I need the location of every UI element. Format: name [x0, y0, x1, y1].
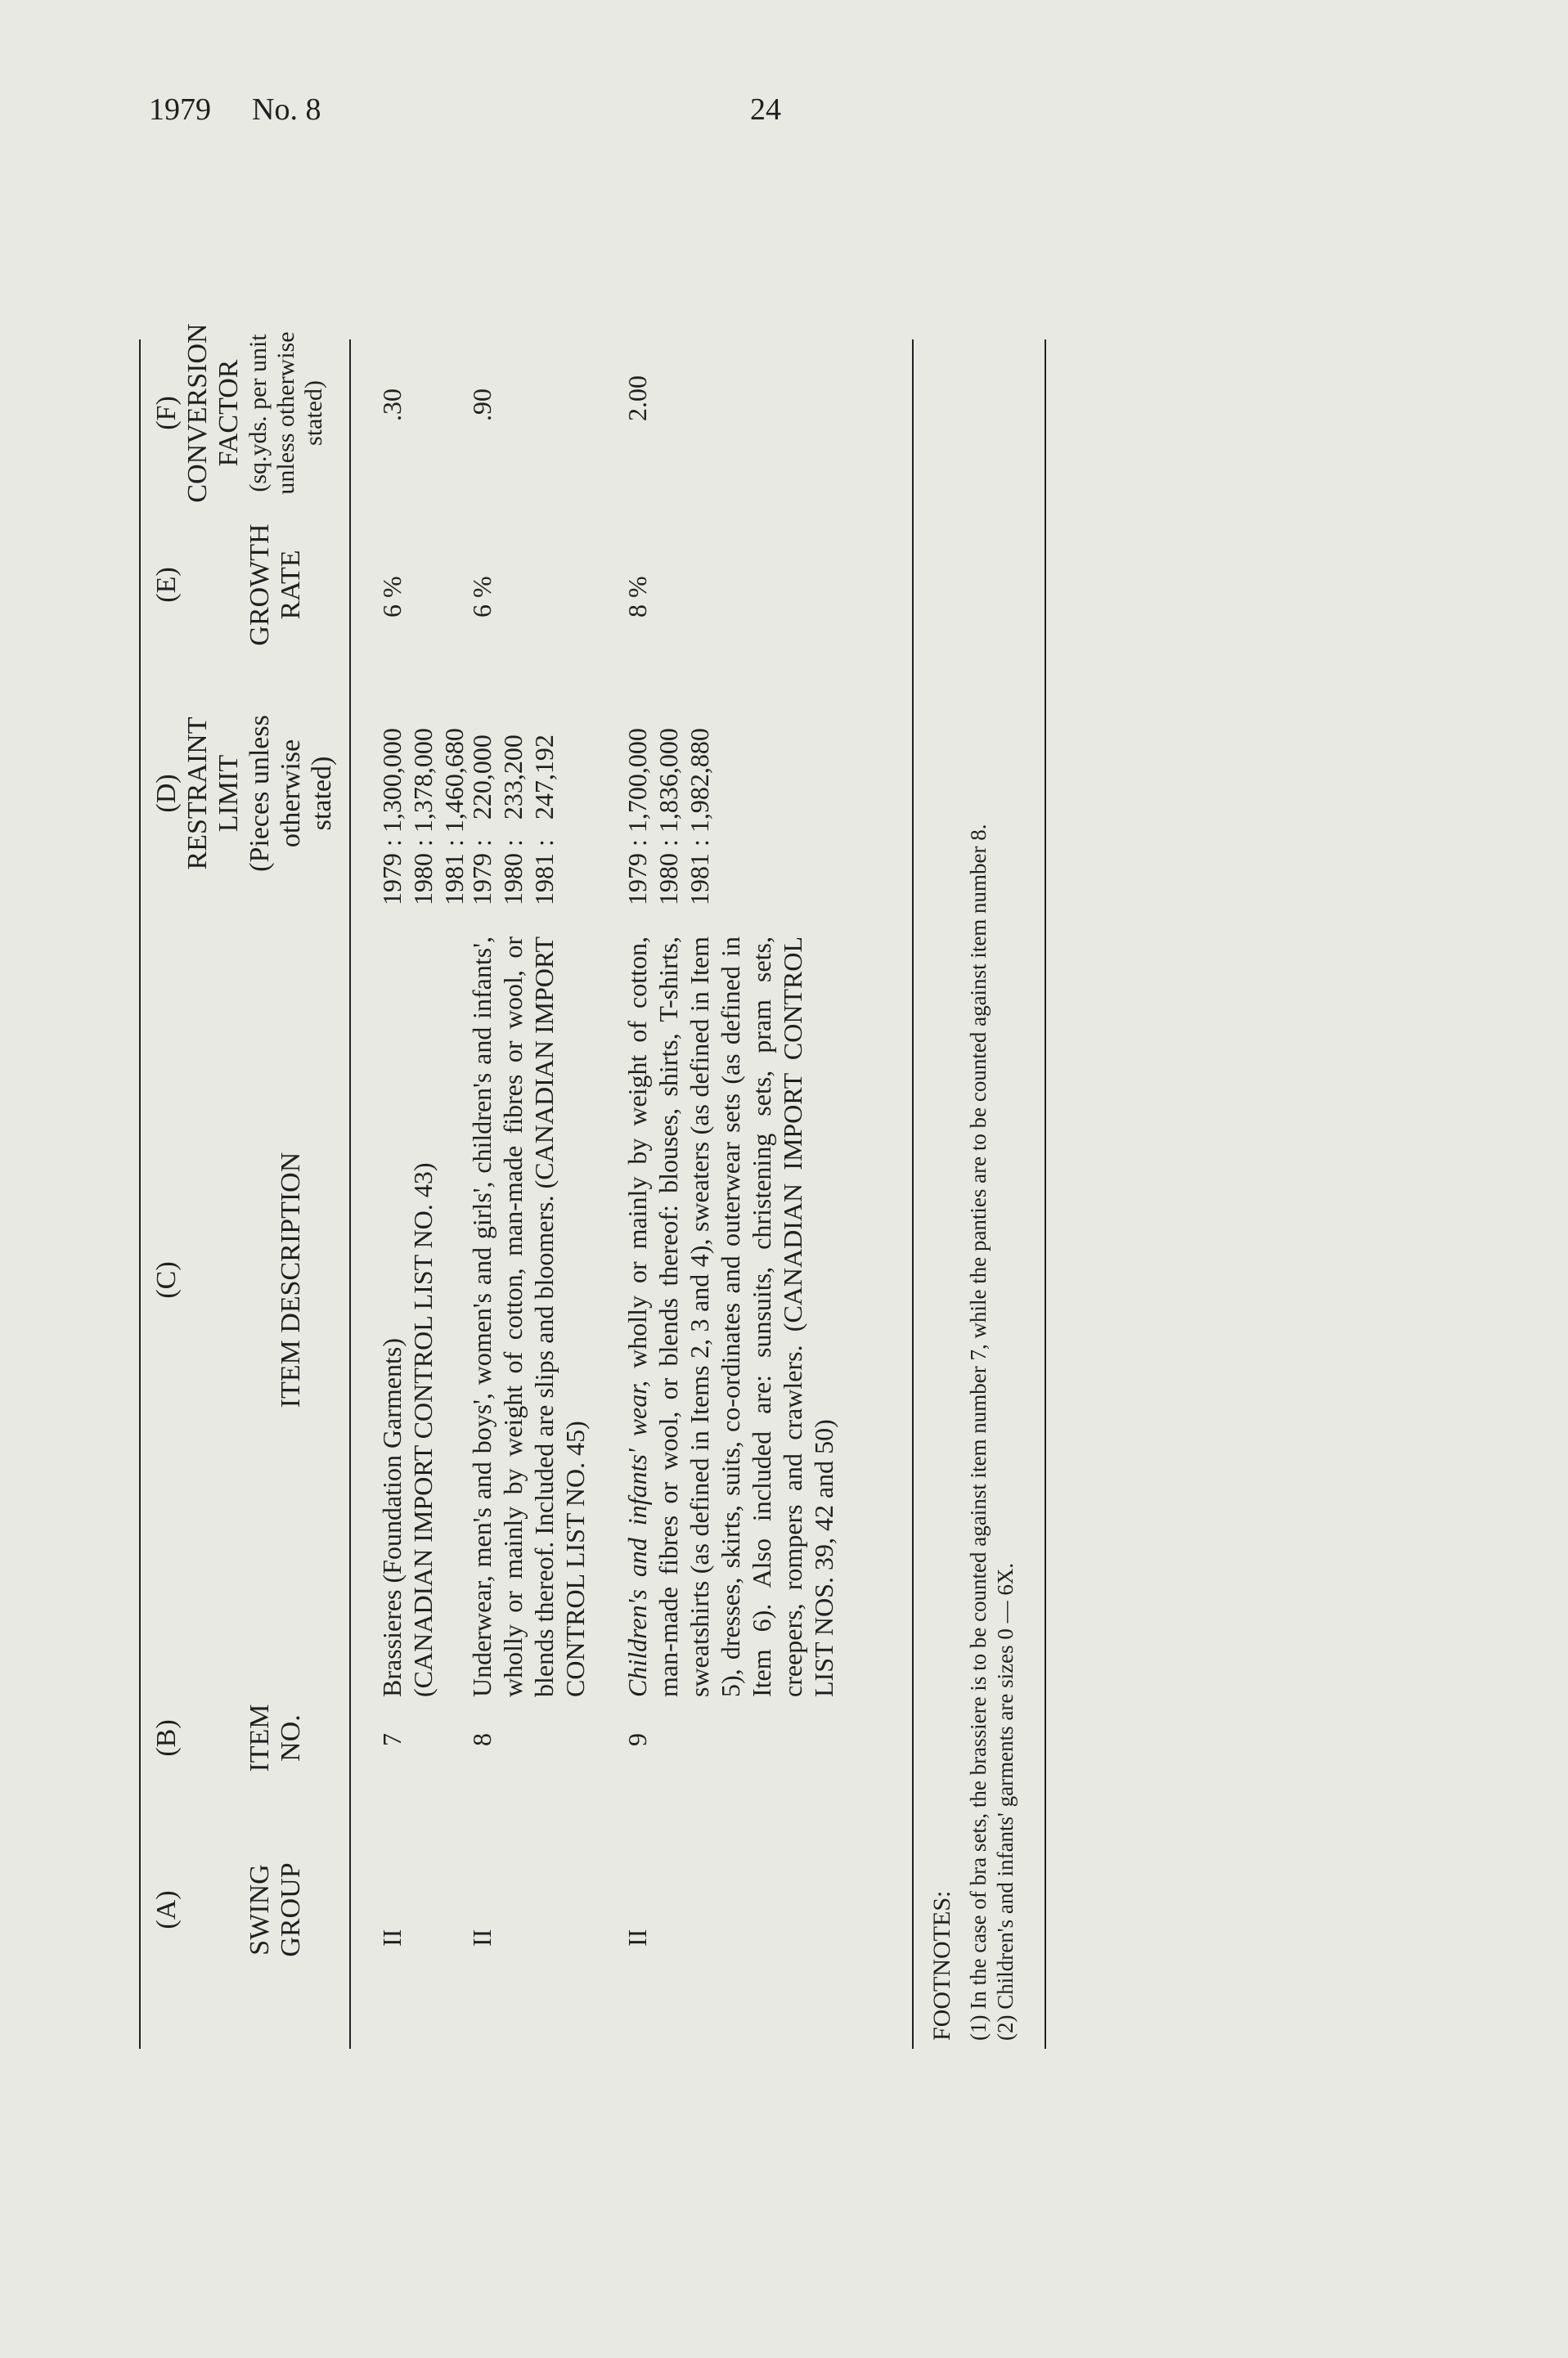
page-number: 24 — [750, 92, 781, 127]
col-e-title: GROWTH RATE — [245, 523, 306, 646]
col-c-letter: (C) — [151, 1261, 182, 1299]
footnotes — [928, 339, 1019, 2041]
restraint-limit-1979: 1979 : 1,700,000 — [622, 728, 652, 905]
header-rule — [349, 339, 351, 2049]
item-no: 8 — [467, 1733, 496, 1746]
page-header — [0, 0, 1568, 164]
footnote-1: (1) In the case of bra sets, the brassiere is to be counted against item number 7, while the panties are to be counted against item number 8. — [966, 824, 991, 2041]
item-description: Underwear, men's and boys', women's and girls', children's and infants', wholly or mainly by weight of cotton, man-made fibres or wool, or blends thereof. Included are slips and bloomers. (CANADIAN IMPORT CONTROL LIST NO. 45) — [467, 936, 590, 1697]
item-description-text: wholly or mainly by weight of cotton, man-made fibres or wool, or blends thereof: blouses, shirts, T-shirts, sweatshirts (as defined in Items 2, 3 and 4), sweaters (as defined in Item 5), dresses, skirts, suits, co-ordinates and outerwear sets (as defined in Item 6). Also included are: sunsuits, christening sets, pram sets, creepers, rompers and crawlers. (CANADIAN IMPORT CONTROL LIST NOS. 39, 42 and 50) — [622, 936, 838, 1697]
item-no: 7 — [377, 1733, 407, 1746]
col-b-header — [151, 1673, 307, 1803]
swing-group: II — [377, 1929, 407, 1947]
conversion-factor: 2.00 — [622, 375, 652, 421]
restraint-limit-1979: 1979 : 1,300,000 — [377, 728, 407, 905]
item-description — [622, 936, 839, 1697]
col-f-letter: (F) — [151, 396, 182, 430]
footnotes-title: FOOTNOTES: — [928, 1890, 955, 2041]
col-f-header — [151, 315, 328, 511]
col-b-letter: (B) — [151, 1719, 182, 1757]
restraint-limit-1980: 1980 : 1,378,000 — [408, 728, 438, 905]
growth-rate: 8 % — [622, 576, 652, 618]
col-c-title: ITEM DESCRIPTION — [276, 1152, 306, 1408]
swing-group: II — [467, 1929, 496, 1947]
restraint-limit-1981: 1981 : 1,982,880 — [685, 728, 714, 905]
item-description-italic: Children's and infants' wear, — [622, 1380, 652, 1697]
col-c-header — [151, 904, 307, 1656]
restraint-limit-1981: 1981 : 247,192 — [529, 734, 559, 905]
table-bottom-rule — [912, 339, 914, 2049]
col-a-header — [151, 1820, 307, 2000]
swing-group: II — [622, 1929, 652, 1947]
restraint-limit-1979: 1979 : 220,000 — [467, 734, 496, 905]
conversion-factor: .30 — [377, 389, 407, 421]
year: 1979 — [149, 92, 211, 127]
issue-number: No. 8 — [252, 92, 321, 127]
col-f-title: CONVERSION FACTOR — [182, 323, 244, 503]
col-e-letter: (E) — [151, 567, 182, 603]
restraint-limit-1980: 1980 : 1,836,000 — [654, 728, 683, 905]
col-d-header — [151, 683, 338, 904]
col-a-letter: (A) — [151, 1890, 182, 1929]
col-e-header — [151, 503, 307, 667]
footnote-bottom-rule — [1045, 339, 1046, 2049]
growth-rate: 6 % — [467, 576, 496, 618]
item-no: 9 — [622, 1733, 652, 1746]
col-b-title: ITEM NO. — [245, 1704, 306, 1772]
table-top-rule — [139, 339, 141, 2049]
restraint-limit-1980: 1980 : 233,200 — [498, 734, 528, 905]
col-d-title: RESTRAINT LIMIT — [182, 716, 244, 870]
restraint-limit-1981: 1981 : 1,460,680 — [439, 728, 469, 905]
item-description: Brassieres (Foundation Garments) (CANADIAN IMPORT CONTROL LIST NO. 43) — [377, 1162, 438, 1697]
col-d-letter: (D) — [151, 774, 182, 813]
growth-rate: 6 % — [377, 576, 407, 618]
col-f-note: (sq.yds. per unit unless otherwise stated) — [245, 331, 327, 495]
footnote-2: (2) Children's and infants' garments are sizes 0 — 6X. — [993, 1562, 1018, 2041]
conversion-factor: .90 — [467, 389, 496, 421]
col-a-title: SWING GROUP — [245, 1862, 306, 1957]
rotated-table — [131, 184, 1063, 2049]
col-d-note: (Pieces unless otherwise stated) — [245, 715, 337, 872]
